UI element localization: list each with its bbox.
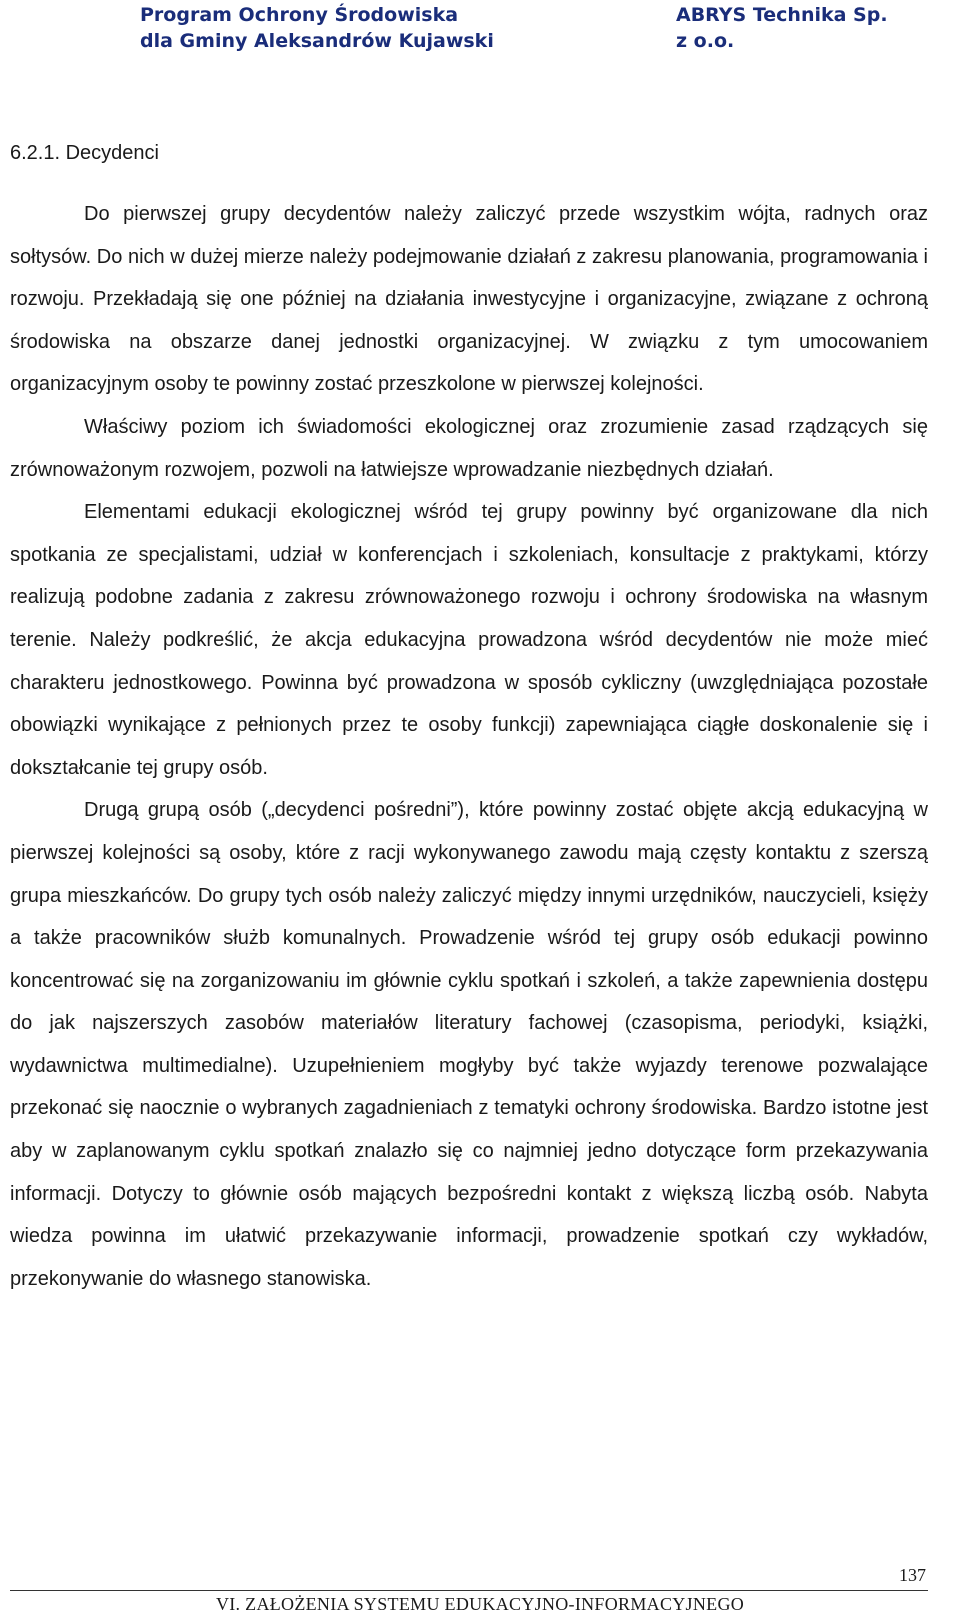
page-body xyxy=(10,134,928,1300)
paragraph-1: Do pierwszej grupy decydentów należy zaliczyć przede wszystkim wójta, radnych oraz sołtysów. Do nich w dużej mierze należy podejmowanie działań z zakresu planowania, programowania i rozwoju. Przekładają się one później na działania inwestycyjne i organizacyjne, związane z ochroną środowiska na obszarze danej jednostki organizacyjnej. W związku z tym umocowaniem organizacyjnym osoby te powinny zostać przeszkolone w pierwszej kolejności. xyxy=(10,203,928,396)
header-company xyxy=(676,2,936,54)
paragraph-4: Drugą grupą osób („decydenci pośredni”), które powinny zostać objęte akcją edukacyjną w pierwszej kolejności są osoby, które z racji wykonywanego zawodu mają częsty kontaktu z szerszą grupa mieszkańców. Do grupy tych osób należy zaliczyć między innymi urzędników, nauczycieli, księży a także pracowników służb komunalnych. Prowadzenie wśród tej grupy osób edukacji powinno koncentrować się na zorganizowaniu im głównie cyklu spotkań i szkoleń, a także zapewnienia dostępu do jak najszerszych zasobów materiałów literatury fachowej (czasopisma, periodyki, książki, wydawnictwa multimedialne). Uzupełnieniem mogłyby być także wyjazdy terenowe pozwalające przekonać się naocznie o wybranych zagadnieniach z tematyki ochrony środowiska. Bardzo istotne jest aby w zaplanowanym cyklu spotkań znalazło się co najmniej jedno dotyczące form przekazywania informacji. Dotyczy to głównie osób mających bezpośredni kontakt z większą liczbą osób. Nabyta wiedza powinna im ułatwić przekazywanie informacji, prowadzenie spotkań czy wykładów, przekonywanie do własnego stanowiska. xyxy=(10,799,928,1290)
header-program-title xyxy=(140,2,580,54)
paragraph-3: Elementami edukacji ekologicznej wśród tej grupy powinny być organizowane dla nich spotkania ze specjalistami, udział w konferencjach i szkoleniach, konsultacje z praktykami, którzy realizują podobne zadania z zakresu zrównoważonego rozwoju i ochrony środowiska na własnym terenie. Należy podkreślić, że akcja edukacyjna prowadzona wśród decydentów nie może mieć charakteru jednostkowego. Powinna być prowadzona w sposób cykliczny (uwzględniająca pozostałe obowiązki wynikające z pełnionych przez te osoby funkcji) zapewniająca ciągłe doskonalenie się i dokształcanie tej grupy osób. xyxy=(10,501,928,779)
header-company-line-2: z o.o. xyxy=(676,30,735,52)
footer-divider xyxy=(10,1590,928,1591)
header-program-line-1: Program Ochrony Środowiska xyxy=(140,4,459,26)
header-company-line-1: ABRYS Technika Sp. xyxy=(676,4,888,26)
paragraph-2: Właściwy poziom ich świadomości ekologicznej oraz zrozumienie zasad rządzących się zrównoważonym rozwojem, pozwoli na łatwiejsze wprowadzanie niezbędnych działań. xyxy=(10,415,928,481)
page-header xyxy=(0,0,960,60)
page-number: 137 xyxy=(899,1565,926,1585)
section-heading: 6.2.1. Decydenci xyxy=(10,142,159,164)
page-footer: VI. ZAŁOŻENIA SYSTEMU EDUKACYJNO-INFORMACYJNEGO xyxy=(215,1594,745,1614)
header-program-line-2: dla Gminy Aleksandrów Kujawski xyxy=(140,30,494,52)
